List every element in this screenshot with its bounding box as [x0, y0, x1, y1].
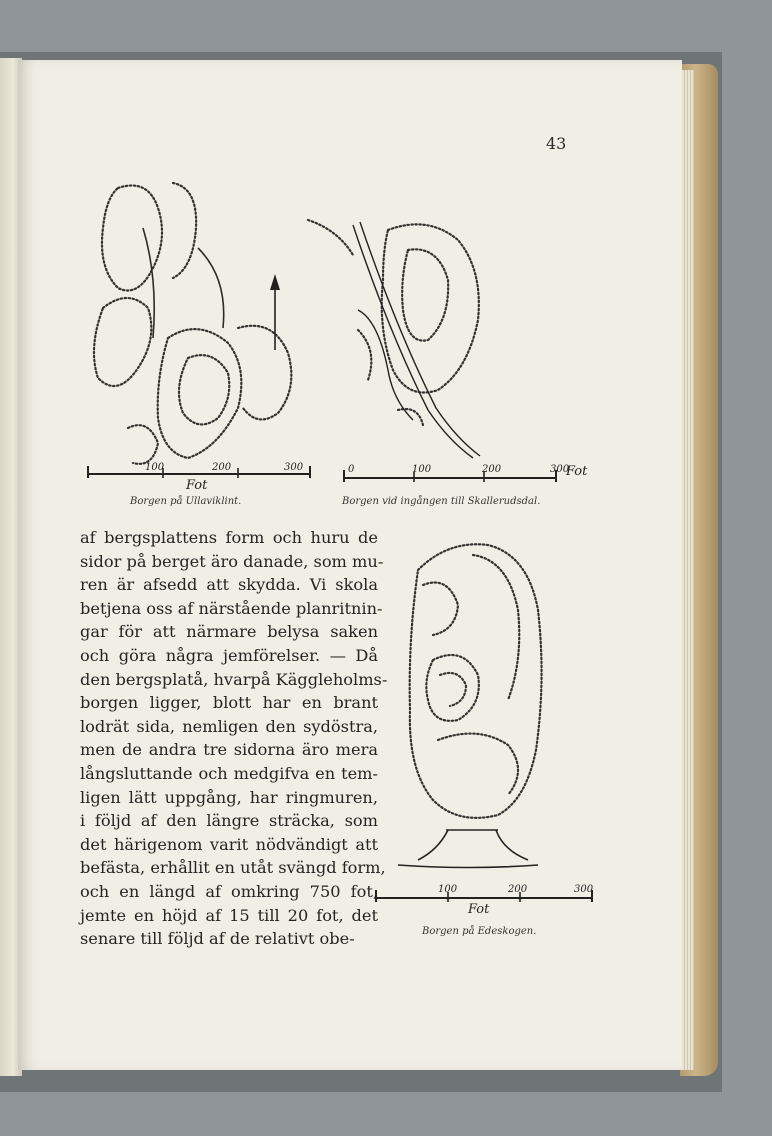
- scale-mark: 100: [145, 462, 165, 473]
- body-line: och göra några jemförelser. — Då: [80, 645, 378, 665]
- scale-unit: Fot: [468, 902, 490, 917]
- body-line: ligen lätt uppgång, har ringmuren,: [80, 787, 378, 807]
- body-line: långsluttande och medgifva en tem-: [80, 763, 378, 783]
- body-line: gar för att närmare belysa saken: [80, 622, 378, 642]
- body-line: sidor på berget äro danade, som mu-: [80, 551, 384, 571]
- body-line: senare till följd af de relativt obe-: [80, 929, 355, 949]
- body-line: men de andra tre sidorna äro mera: [80, 740, 378, 760]
- scale-mark: 100: [412, 464, 432, 475]
- scale-mark: 200: [212, 462, 232, 473]
- body-line: ren är afsedd att skydda. Vi skola: [80, 575, 378, 595]
- scale-mark: 300: [284, 462, 304, 473]
- scale-mark: 0: [348, 464, 355, 475]
- scale-mark: 200: [482, 464, 502, 475]
- scale-mark: 300: [550, 464, 570, 475]
- scale-mark: 300: [574, 884, 594, 895]
- scale-unit: Fot: [566, 464, 588, 479]
- figure-caption-skallerudsdal: Borgen vid ingången till Skallerudsdal.: [342, 496, 541, 507]
- body-line: den bergsplatå, hvarpå Käggleholms-: [80, 669, 388, 689]
- body-line: af bergsplattens form och huru de: [80, 528, 378, 547]
- figure-skallerudsdal-plan: [298, 210, 498, 460]
- north-arrow-icon: [268, 272, 282, 352]
- scale-unit: Fot: [186, 478, 208, 493]
- body-line: jemte en höjd af 15 till 20 fot, det: [80, 905, 378, 925]
- scale-mark: 100: [438, 884, 458, 895]
- body-line: det härigenom varit nödvändigt att: [80, 834, 378, 854]
- figure-caption-edeskogen: Borgen på Edeskogen.: [422, 926, 537, 937]
- page-number: 43: [546, 134, 567, 153]
- body-line: lodrät sida, nemligen den sydöstra,: [80, 716, 378, 736]
- body-line: betjena oss af närstående planritnin-: [80, 598, 383, 618]
- body-line: och en längd af omkring 750 fot,: [80, 881, 378, 901]
- body-line: befästa, erhållit en utåt svängd form,: [80, 858, 386, 878]
- scale-bar-skallerudsdal: [336, 458, 566, 488]
- figure-edeskogen-plan: [378, 530, 558, 880]
- figure-ullaviklint-plan: [78, 168, 318, 478]
- body-text: [80, 526, 388, 951]
- book-page: [18, 60, 682, 1070]
- body-line: borgen ligger, blott har en brant: [80, 693, 378, 713]
- figure-caption-ullaviklint: Borgen på Ullaviklint.: [130, 496, 242, 507]
- body-line: i följd af den längre sträcka, som: [80, 811, 378, 831]
- scale-mark: 200: [508, 884, 528, 895]
